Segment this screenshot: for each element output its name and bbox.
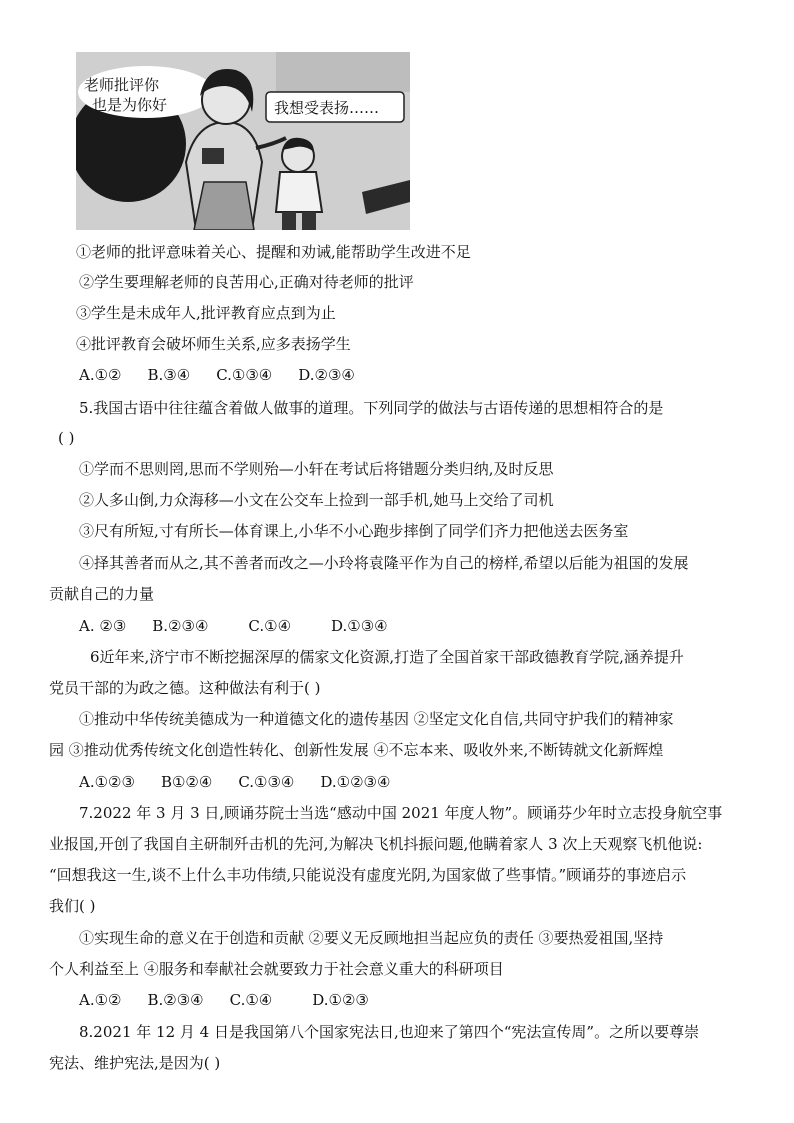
q8-stem-1: 8.2021 年 12 月 4 日是我国第八个国家宪法日,也迎来了第四个“宪法宣传周”。之所以要尊崇 <box>79 1023 700 1041</box>
q7-stem-1: 7.2022 年 3 月 3 日,顾诵芬院士当选“感动中国 2021 年度人物”。顾诵芬少年时立志投身航空事 <box>79 804 723 822</box>
q5-item-4-cont: 贡献自己的力量 <box>49 585 155 603</box>
q5-option-c[interactable]: C.①④ <box>248 617 292 635</box>
student-leg-right <box>302 212 316 230</box>
q4-item-4: ④批评教育会破坏师生关系,应多表扬学生 <box>76 335 351 353</box>
q7-option-b[interactable]: B.②③④ <box>147 991 204 1009</box>
q7-item-line-1: ①实现生命的意义在于创造和贡献 ②要义无反顾地担当起应负的责任 ③要热爱祖国,坚持 <box>79 929 664 947</box>
q4-item-3: ③学生是未成年人,批评教育应点到为止 <box>76 304 336 322</box>
q6-option-d[interactable]: D.①②③④ <box>320 773 391 791</box>
q5-item-2: ②人多山倒,力众海移—小文在公交车上捡到一部手机,她马上交给了司机 <box>79 491 554 509</box>
cartoon-svg <box>76 52 410 230</box>
q5-item-3: ③尺有所短,寸有所长—体育课上,小华不小心跑步摔倒了同学们齐力把他送去医务室 <box>79 522 629 540</box>
q6-option-a[interactable]: A.①②③ <box>79 773 135 791</box>
q5-option-a[interactable]: A. ②③ <box>79 617 127 635</box>
q4-option-d[interactable]: D.②③④ <box>298 366 355 384</box>
q5-option-d[interactable]: D.①③④ <box>331 617 388 635</box>
q4-item-2: ②学生要理解老师的良苦用心,正确对待老师的批评 <box>79 273 414 291</box>
q6-option-b[interactable]: B①②④ <box>160 773 213 791</box>
student-body <box>276 172 322 212</box>
q4-options <box>79 365 381 385</box>
q6-options <box>79 772 416 792</box>
q4-option-c[interactable]: C.①③④ <box>216 366 273 384</box>
q4-option-b[interactable]: B.③④ <box>147 366 191 384</box>
q6-option-c[interactable]: C.①③④ <box>238 773 295 791</box>
q7-stem-2: 业报国,开创了我国自主研制歼击机的先河,为解决飞机抖振问题,他瞒着家人 3 次上天观察飞机他说: <box>49 835 703 853</box>
q7-option-a[interactable]: A.①② <box>79 991 122 1009</box>
q6-stem-1: 6近年来,济宁市不断挖掘深厚的儒家文化资源,打造了全国首家干部政德教育学院,涵养提升 <box>90 648 684 666</box>
q7-option-d[interactable]: D.①②③ <box>312 991 369 1009</box>
q7-stem-4: 我们( ) <box>49 897 96 915</box>
q4-option-a[interactable]: A.①② <box>79 366 122 384</box>
q7-item-line-2: 个人利益至上 ④服务和奉献社会就要致力于社会意义重大的科研项目 <box>49 960 504 978</box>
q4-item-1: ①老师的批评意味着关心、提醒和劝诫,能帮助学生改进不足 <box>76 243 471 261</box>
right-bubble-text: 我想受表扬…… <box>274 99 380 117</box>
q7-option-c[interactable]: C.①④ <box>229 991 273 1009</box>
q5-item-1: ①学而不思则罔,思而不学则殆—小轩在考试后将错题分类归纳,及时反思 <box>79 460 554 478</box>
q8-stem-2: 宪法、维护宪法,是因为( ) <box>49 1054 221 1072</box>
q5-options <box>79 616 414 636</box>
cartoon-illustration <box>76 52 410 230</box>
q5-item-4: ④择其善者而从之,其不善者而改之—小玲将袁隆平作为自己的榜样,希望以后能为祖国的发展 <box>79 554 689 572</box>
q6-item-line-2: 园 ③推动优秀传统文化创造性转化、创新性发展 ④不忘本来、吸收外来,不断铸就文化新辉煌 <box>49 741 664 759</box>
teacher-skirt <box>194 182 254 230</box>
student-leg-left <box>282 212 296 230</box>
q6-item-line-1: ①推动中华传统美德成为一种道德文化的遗传基因 ②坚定文化自信,共同守护我们的精神家 <box>79 710 674 728</box>
teacher-book <box>202 148 224 164</box>
left-bubble-line-1: 老师批评你 <box>84 76 160 94</box>
q5-answer-paren[interactable]: ( ) <box>58 429 75 447</box>
q5-option-b[interactable]: B.②③④ <box>152 617 209 635</box>
left-bubble-line-2: 也是为你好 <box>92 96 168 114</box>
q6-stem-2: 党员干部的为政之德。这种做法有利于( ) <box>49 679 321 697</box>
q7-options <box>79 990 395 1010</box>
q5-stem: 5.我国古语中往往蕴含着做人做事的道理。下列同学的做法与古语传递的思想相符合的是 <box>79 399 664 417</box>
q7-stem-3: “回想我这一生,谈不上什么丰功伟绩,只能说没有虚度光阴,为国家做了些事情。”顾诵芬的事迹启示 <box>49 866 687 884</box>
